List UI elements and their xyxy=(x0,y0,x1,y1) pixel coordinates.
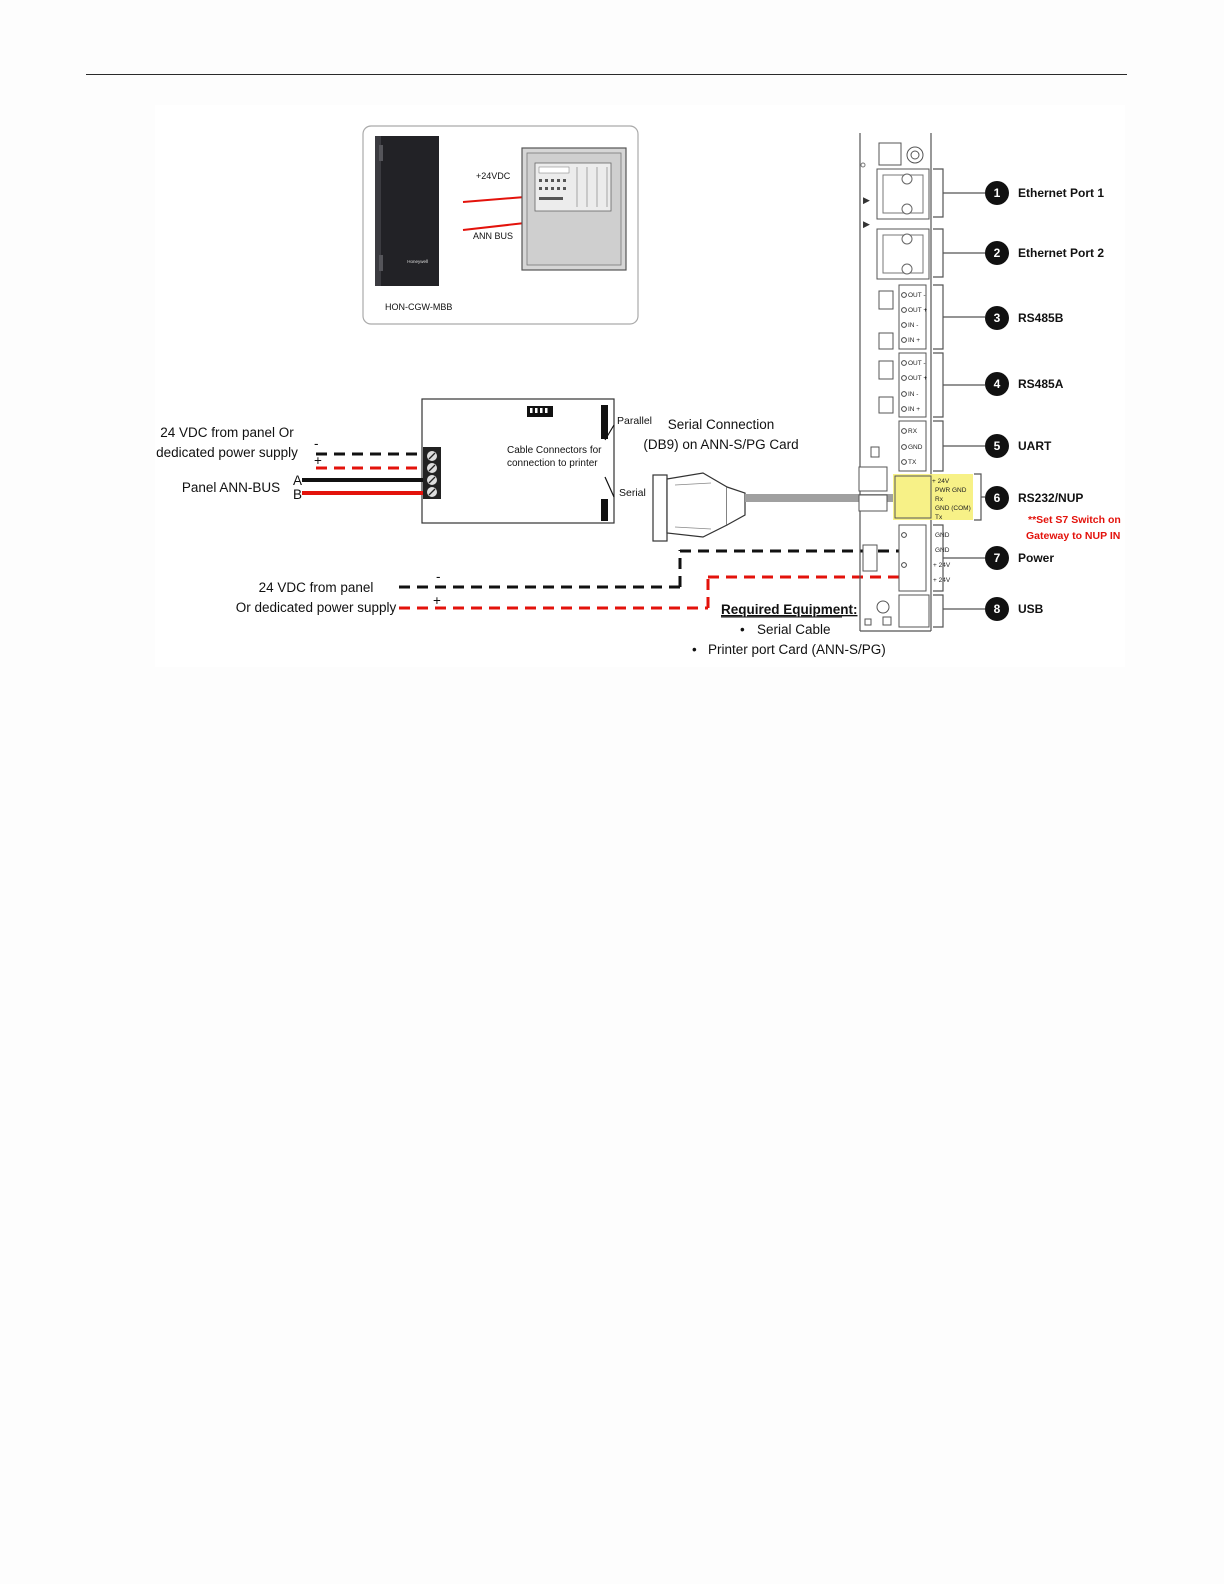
rs485a-pin-1: OUT - xyxy=(908,360,926,367)
svg-text:▶: ▶ xyxy=(863,219,870,229)
port-6-label: RS232/NUP xyxy=(1018,491,1084,505)
wire-bus-label: ANN BUS xyxy=(473,231,514,241)
gateway-enclosure xyxy=(375,136,439,286)
port-3-label: RS485B xyxy=(1018,311,1064,325)
terminal-block xyxy=(423,447,441,499)
required-item-1: Serial Cable xyxy=(757,622,831,637)
ethernet-port-2-jack xyxy=(863,219,929,279)
gateway-brand: Honeywell xyxy=(407,259,428,264)
required-item-2: Printer port Card (ANN-S/PG) xyxy=(708,642,886,657)
note-line-2: Gateway to NUP IN xyxy=(1026,530,1121,542)
card-a-label: A xyxy=(293,473,303,488)
port-3-callout xyxy=(985,306,1064,330)
gateway-board xyxy=(859,133,973,631)
bottom-power-label-2: Or dedicated power supply xyxy=(235,600,397,615)
card-power-label-2: dedicated power supply xyxy=(156,445,298,460)
port-5-callout xyxy=(985,434,1052,458)
uart-pin-1: RX xyxy=(908,428,918,435)
rs232-pin-2: PWR GND xyxy=(935,487,967,494)
gateway-inset xyxy=(363,126,638,324)
port-8-callout xyxy=(985,597,1044,621)
port-7-number: 7 xyxy=(993,551,1001,565)
power-pin-2: GND xyxy=(935,547,950,554)
rs485b-pin-4: IN + xyxy=(908,337,921,344)
bottom-power-label-1: 24 VDC from panel xyxy=(258,580,374,595)
port-6-number: 6 xyxy=(993,491,1001,505)
port-4-number: 4 xyxy=(993,377,1001,391)
port-1-number: 1 xyxy=(993,186,1001,200)
uart-pin-3: TX xyxy=(908,459,917,466)
ethernet-port-1-jack xyxy=(863,169,929,219)
port-5-number: 5 xyxy=(993,439,1001,453)
connectors-label-2: connection to printer xyxy=(507,458,598,469)
uart-pin-2: GND xyxy=(908,444,923,451)
port-8-label: USB xyxy=(1018,602,1044,616)
rs485a-pin-4: IN + xyxy=(908,406,921,413)
header-rule xyxy=(86,74,1127,75)
card-plus-label: + xyxy=(314,453,322,468)
bottom-minus-label: - xyxy=(436,569,441,584)
rs232-pin-3: Rx xyxy=(935,496,943,503)
wire-power-label: +24VDC xyxy=(476,171,511,181)
required-equipment xyxy=(692,602,886,657)
port-7-callout xyxy=(985,546,1054,570)
port-3-number: 3 xyxy=(993,311,1001,325)
note-line-1: **Set S7 Switch on xyxy=(1028,514,1121,526)
power-pin-3: + 24V xyxy=(933,562,951,569)
serial-connection-label-2: (DB9) on ANN-S/PG Card xyxy=(643,437,799,452)
port-1-callout xyxy=(985,181,1104,205)
bottom-plus-label: + xyxy=(433,593,441,608)
port-2-label: Ethernet Port 2 xyxy=(1018,246,1105,260)
bullet-1: • xyxy=(740,622,745,637)
port-2-callout xyxy=(985,241,1104,265)
card-power-label-1: 24 VDC from panel Or xyxy=(160,425,294,440)
wiring-diagram xyxy=(155,105,1125,667)
db9-connector xyxy=(653,473,745,541)
gateway-model-label: HON-CGW-MBB xyxy=(385,302,453,312)
ann-spg-card xyxy=(422,399,614,523)
port-1-label: Ethernet Port 1 xyxy=(1018,186,1105,200)
rs232-pin-1: + 24V xyxy=(932,478,950,485)
svg-text:▶: ▶ xyxy=(863,195,870,205)
serial-label: Serial xyxy=(619,487,646,499)
port-callouts xyxy=(985,181,1104,621)
rs485b-pin-1: OUT - xyxy=(908,292,926,299)
rs232-pin-5: Tx xyxy=(935,514,943,521)
card-minus-label: - xyxy=(314,436,319,451)
callout-brackets xyxy=(933,169,985,627)
power-pin-4: + 24V xyxy=(933,577,951,584)
power-pin-1: GND xyxy=(935,532,950,539)
port-4-callout xyxy=(985,372,1064,396)
port-5-label: UART xyxy=(1018,439,1052,453)
bottom-power-wires xyxy=(399,550,900,608)
rs485b-pin-2: OUT + xyxy=(908,307,928,314)
required-equipment-title: Required Equipment: xyxy=(721,602,858,617)
connectors-label-1: Cable Connectors for xyxy=(507,445,602,456)
parallel-label: Parallel xyxy=(617,415,653,427)
port-6-callout xyxy=(985,486,1083,510)
card-b-label: B xyxy=(293,487,303,502)
rs232-pin-4: GND (COM) xyxy=(935,505,971,512)
card-bus-label: Panel ANN-BUS xyxy=(181,480,281,495)
port-4-label: RS485A xyxy=(1018,377,1064,391)
rs485b-pin-3: IN - xyxy=(908,322,919,329)
rs485a-pin-3: IN - xyxy=(908,391,919,398)
fire-panel xyxy=(522,148,626,270)
port-2-number: 2 xyxy=(993,246,1001,260)
port-8-number: 8 xyxy=(993,602,1001,616)
rs485a-pin-2: OUT + xyxy=(908,375,928,382)
bullet-2: • xyxy=(692,642,697,657)
port-7-label: Power xyxy=(1018,551,1055,565)
serial-connection-label-1: Serial Connection xyxy=(667,417,775,432)
